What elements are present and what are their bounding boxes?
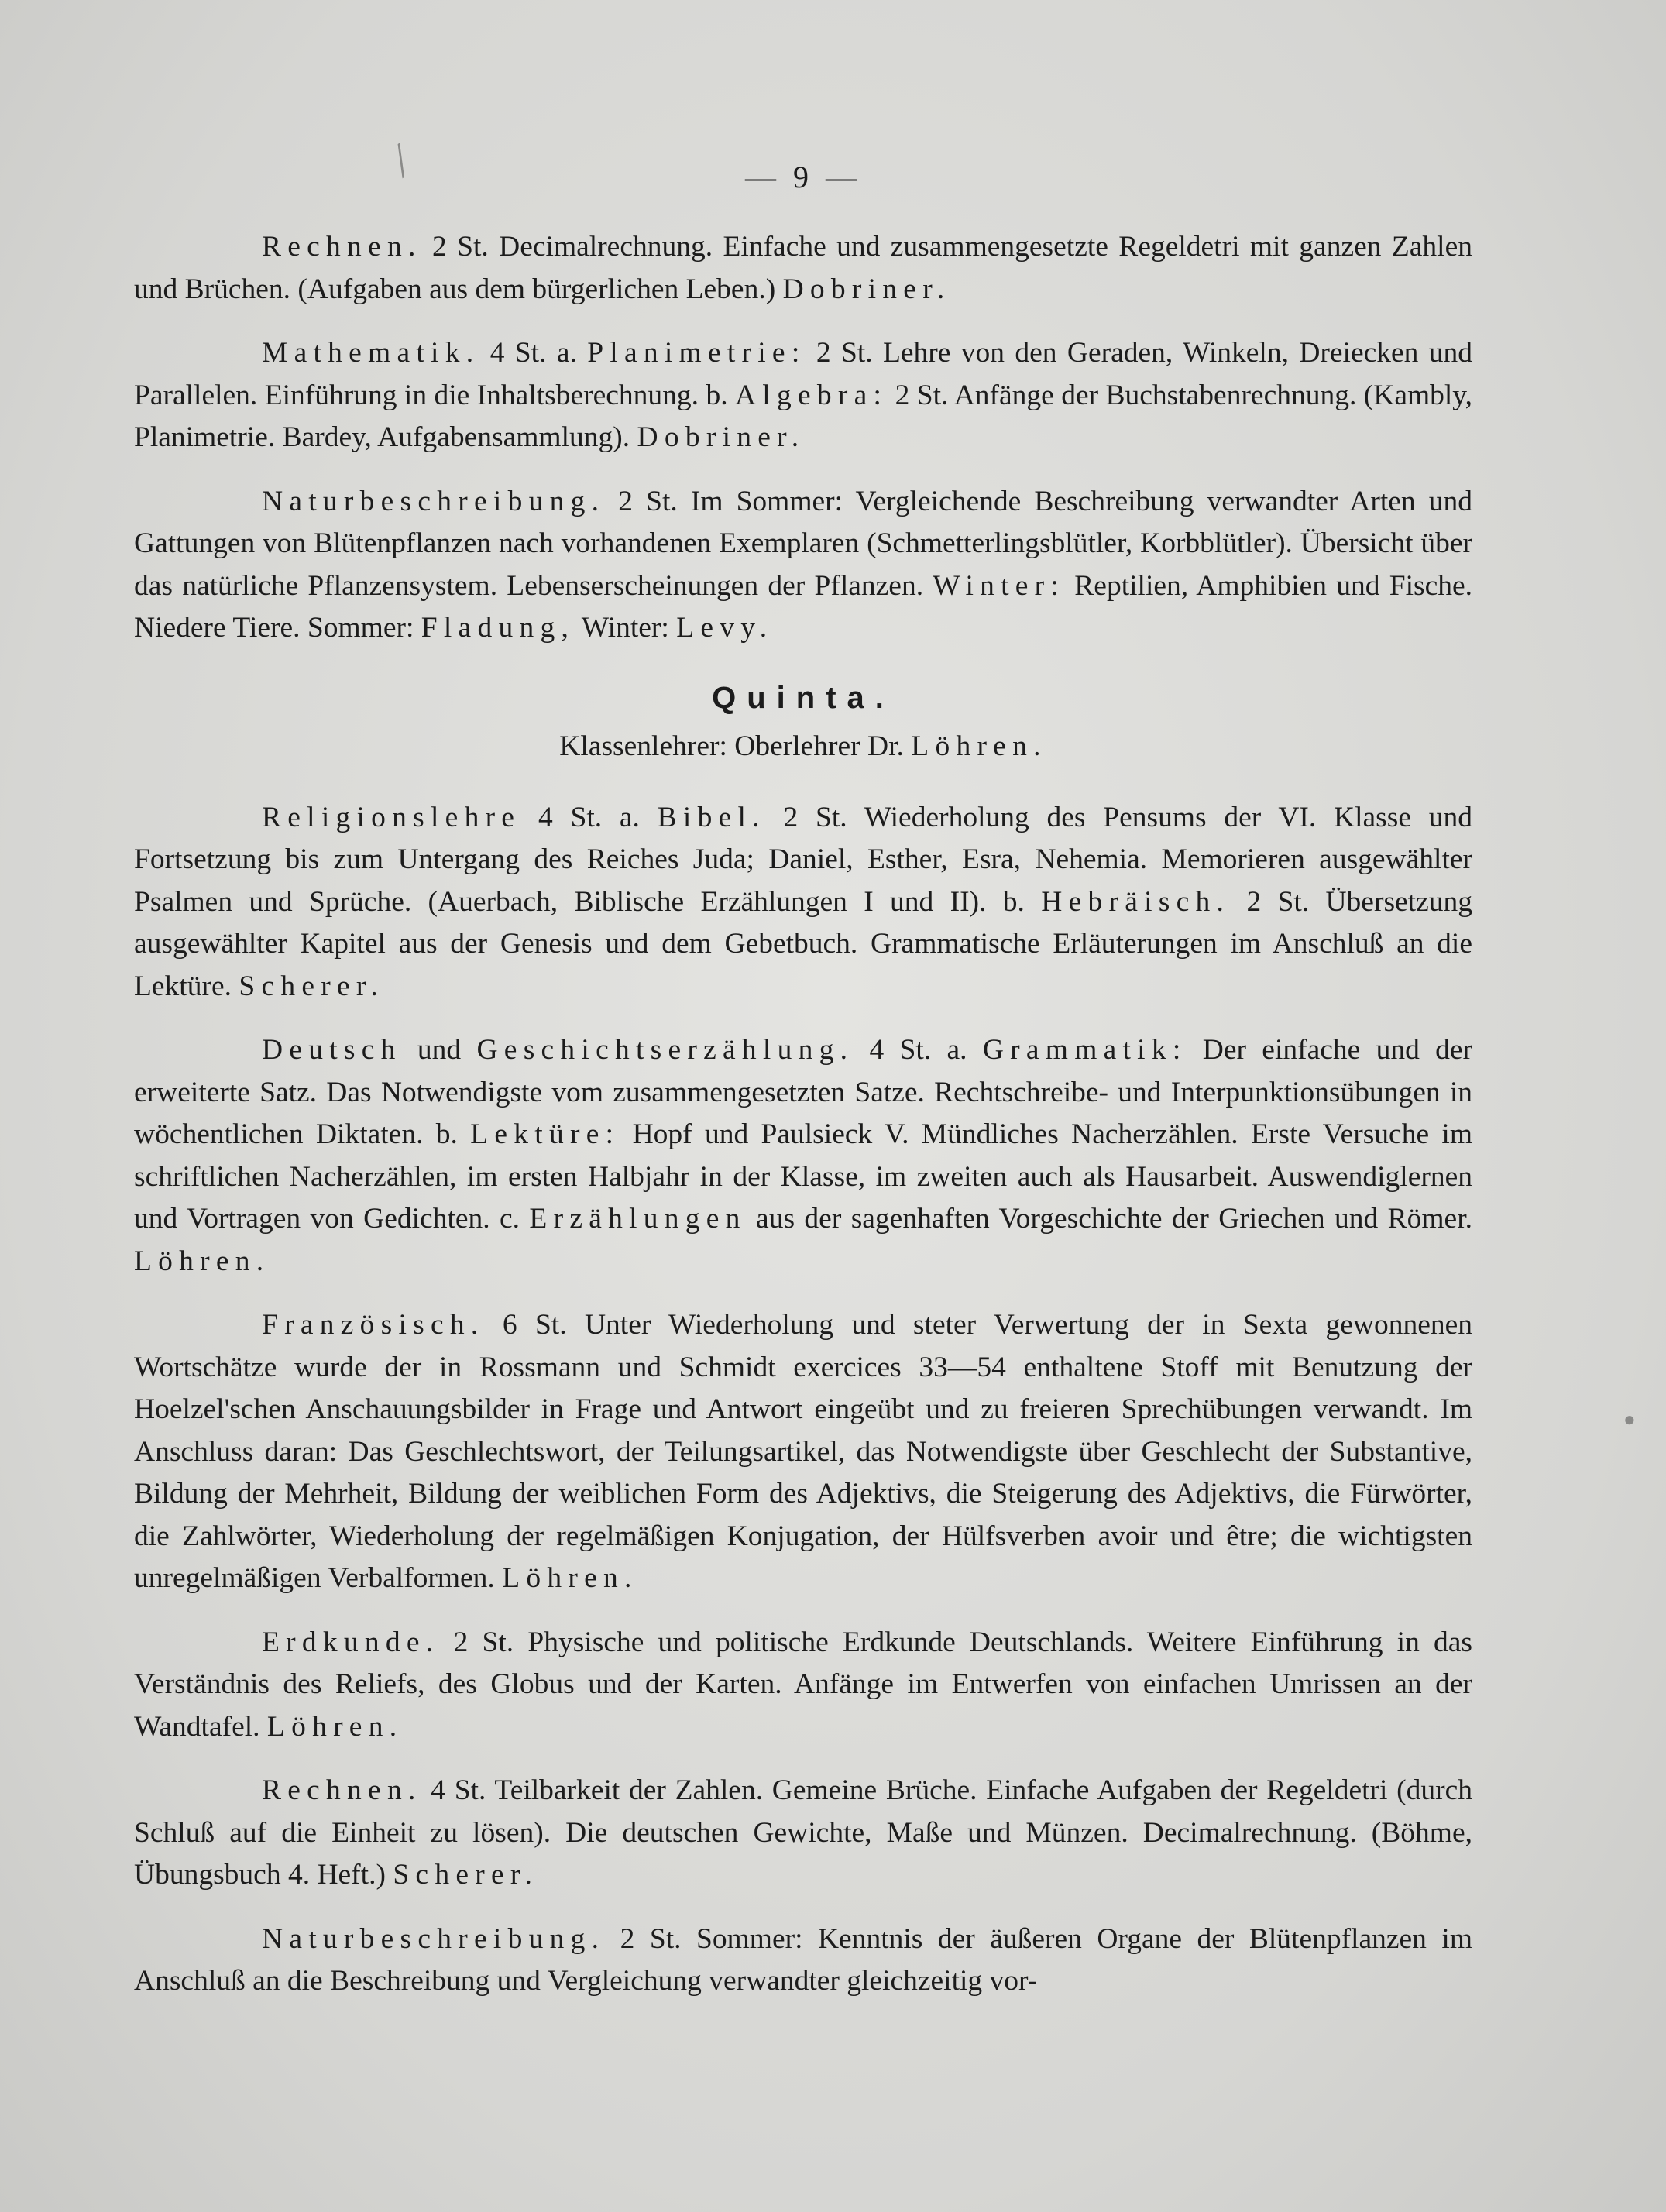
subject-title: Deutsch — [262, 1034, 402, 1066]
paragraph-text: 2 St. Im Sommer: Vergleichende Beschreibung verwandter Arten und Gattungen von Blütenpflanzen nach vorhandenen Exemplaren (Schmetterlingsblütler, Korbblütler). Übersicht über das natürliche Pflanzensystem. Lebenserscheinungen der Pflanzen. — [134, 485, 1472, 602]
subtopic-title: Planimetrie: — [587, 337, 806, 369]
teacher-name: Fladung, — [421, 612, 575, 644]
paragraph-text: Hopf und Paulsieck V. Mündliches Nacherzählen. Erste Versuche im schriftlichen Nacherzählen, im ersten Halbjahr in der Klasse, im zweiten auch als Hausarbeit. Auswendiglernen und Vortragen von Gedichten. c. — [134, 1118, 1472, 1235]
text-column — [134, 159, 1472, 2025]
paragraph-text: 2 St. Decimalrechnung. Einfache und zusammengesetzte Regeldetri mit ganzen Zahlen und Brüchen. (Aufgaben aus dem bürgerlichen Leben.) — [134, 231, 1472, 305]
teacher-name: Levy. — [676, 612, 774, 644]
class-teacher-label: Klassenlehrer: Oberlehrer Dr. — [559, 730, 912, 762]
ink-dot-icon: ● — [1623, 1408, 1636, 1431]
subject-title: Religionslehre — [262, 801, 521, 833]
subtopic-title: Algebra: — [734, 379, 888, 411]
teacher-name: Dobriner. — [637, 421, 806, 453]
paragraph-naturbeschreibung-top — [134, 481, 1472, 650]
paragraph-text: 2 St. Wiederholung des Pensums der VI. Klasse und Fortsetzung bis zum Untergang des Reiches Juda; Daniel, Esther, Esra, Nehemia. Memorieren ausgewählter Psalmen und Sprüche. (Auerbach, Biblische Erzählungen I und II). b. — [134, 801, 1472, 918]
subtopic-title: Erzählungen — [529, 1203, 747, 1235]
subject-title: Rechnen. — [262, 231, 422, 263]
paragraph-rechnen — [134, 1770, 1472, 1897]
teacher-name: Löhren. — [502, 1562, 638, 1594]
paragraph-text: 2 St. Lehre von den Geraden, Winkeln, Dreiecken und Parallelen. Einführung in die Inhaltsberechnung. b. — [134, 337, 1472, 411]
paragraph-rechnen-top — [134, 226, 1472, 311]
teacher-name: Dobriner. — [782, 273, 951, 305]
paragraph-text: Winter: — [575, 612, 677, 644]
subtopic-title: Lektüre: — [470, 1118, 620, 1150]
subject-title: Naturbeschreibung. — [262, 1922, 606, 1955]
paragraph-naturbeschreibung — [134, 1918, 1472, 2003]
teacher-name: Scherer. — [239, 970, 385, 1002]
page-number: — 9 — — [745, 160, 861, 194]
teacher-name: Löhren. — [134, 1245, 270, 1277]
paragraph-text: 4 St. a. — [854, 1034, 983, 1066]
paragraph-deutsch — [134, 1029, 1472, 1283]
paragraph-text: Reptilien, Amphibien und Fische. Niedere Tiere. Sommer: — [134, 569, 1472, 644]
subject-title: Geschichtserzählung. — [476, 1034, 854, 1066]
paragraph-religionslehre — [134, 797, 1472, 1008]
class-teacher-line — [134, 730, 1472, 763]
pencil-mark-icon: ╱ — [386, 145, 417, 178]
paragraph-text: 4 St. Teilbarkeit der Zahlen. Gemeine Brüche. Einfache Aufgaben der Regeldetri (durch Schluß auf die Einheit zu lösen). Die deutschen Gewichte, Maße und Münzen. Decimalrechnung. (Böhme, Übungsbuch 4. Heft.) — [134, 1774, 1472, 1891]
paragraph-text: 2 St. Physische und politische Erdkunde Deutschlands. Weitere Einführung in das Verständnis des Reliefs, des Globus und der Karten. Anfänge im Entwerfen von einfachen Umrissen an der Wandtafel. — [134, 1626, 1472, 1743]
paragraph-text: 2 St. Sommer: Kenntnis der äußeren Organe der Blütenpflanzen im Anschluß an die Beschreibung und Vergleichung verwandter gleichzeitig vor- — [134, 1922, 1472, 1997]
subject-title: Naturbeschreibung. — [262, 485, 606, 517]
paragraph-text: Der einfache und der erweiterte Satz. Das Notwendigste vom zusammengesetzten Satze. Rechtschreibe- und Interpunktionsübungen in wöchentlichen Diktaten. b. — [134, 1034, 1472, 1150]
subtopic-title: Bibel. — [657, 801, 766, 833]
subject-title: Französisch. — [262, 1309, 485, 1341]
paragraph-text: 2 St. Übersetzung ausgewählter Kapitel aus der Genesis und dem Gebetbuch. Grammatische Erläuterungen im Anschluß an die Lektüre. — [134, 885, 1472, 1002]
section-title: Quinta. — [712, 680, 895, 715]
subtopic-title: Grammatik: — [982, 1034, 1187, 1066]
paragraph-mathematik — [134, 332, 1472, 459]
teacher-name: Scherer. — [393, 1859, 539, 1891]
paragraph-erdkunde — [134, 1622, 1472, 1749]
paragraph-text: 4 St. a. — [479, 337, 588, 369]
paragraph-text: 6 St. Unter Wiederholung und steter Verwertung der in Sexta gewonnenen Wortschätze wurde der in Rossmann und Schmidt exercices 33—54 enthaltene Stoff mit Benutzung der Hoelzel'schen Anschauungsbilder in Frage und Antwort eingeübt und zu freieren Sprechübungen verwandt. Im Anschluss daran: Das Geschlechtswort, der Teilungsartikel, das Notwendigste über Geschlecht der Substantive, Bildung der Mehrheit, Bildung der weiblichen Form des Adjektivs, die Steigerung des Adjektivs, die Fürwörter, die Zahlwörter, Wiederholung der regelmäßigen Konjugation, der Hülfsverben avoir und être; die wichtigsten unregelmäßigen Verbalformen. — [134, 1309, 1472, 1594]
subject-title: Mathematik. — [262, 337, 480, 369]
paragraph-franzoesisch — [134, 1304, 1472, 1600]
subtopic-title: Hebräisch. — [1041, 885, 1231, 918]
teacher-name: Löhren. — [266, 1710, 404, 1743]
paragraph-text: und — [401, 1034, 477, 1066]
paragraph-text: aus der sagenhaften Vorgeschichte der Griechen und Römer. — [746, 1203, 1472, 1235]
paragraph-text: 4 St. a. — [520, 801, 658, 833]
paragraph-text: 2 St. Anfänge der Buchstabenrechnung. (Kambly, Planimetrie. Bardey, Aufgabensammlung). — [134, 379, 1472, 453]
subject-title: Erdkunde. — [262, 1626, 440, 1658]
class-teacher-name: Löhren. — [911, 730, 1047, 762]
subject-title: Rechnen. — [262, 1774, 422, 1806]
subtopic-title: Winter: — [933, 569, 1066, 602]
